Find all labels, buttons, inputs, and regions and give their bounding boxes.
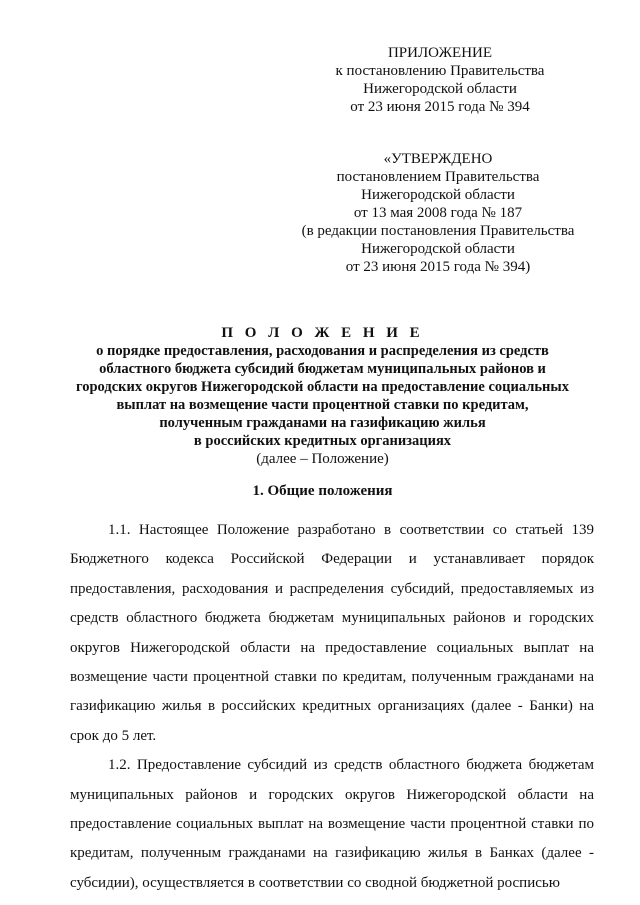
paragraph: 1.2. Предоставление субсидий из средств областного бюджета бюджетам муниципальных районов и городских округов Нижегородской области на предоставление социальных выплат на возмещение части процентной ставки по кредитам, полученным гражданами на газификацию жилья в Банках (далее - субсидии), осуществляется в соответствии со сводной бюджетной росписью: [70, 757, 594, 891]
appendix-line: от 23 июня 2015 года № 394: [350, 99, 530, 115]
document-title: П О Л О Ж Е Н И Е: [221, 325, 424, 341]
body-text: [70, 516, 594, 898]
document-abbreviation: (далее – Положение): [256, 451, 389, 467]
document-title-block: [60, 324, 585, 468]
document-subtitle-line: полученным гражданами на газификацию жилья: [159, 415, 486, 431]
paragraph: 1.1. Настоящее Положение разработано в соответствии со статьей 139 Бюджетного кодекса Российской Федерации и устанавливает порядок предоставления, расходования и распределения субсидий, предоставляемых из средств областного бюджета бюджетам муниципальных районов и городских округов Нижегородской области на предоставление социальных выплат на возмещение части процентной ставки по кредитам, полученным гражданами на газификацию жилья в российских кредитных организациях (далее - Банки) на срок до 5 лет.: [70, 522, 594, 744]
approved-line: постановлением Правительства: [336, 169, 540, 185]
appendix-line: к постановлению Правительства: [335, 63, 545, 79]
appendix-line: ПРИЛОЖЕНИЕ: [387, 45, 493, 61]
section-heading: 1. Общие положения: [252, 483, 393, 499]
approved-line: от 13 мая 2008 года № 187: [353, 205, 523, 221]
approved-line: Нижегородской области: [361, 187, 515, 203]
document-subtitle-line: областного бюджета субсидий бюджетам муниципальных районов и: [99, 361, 546, 377]
approved-line: Нижегородской области: [361, 241, 515, 257]
appendix-line: Нижегородской области: [363, 81, 517, 97]
approved-line: «УТВЕРЖДЕНО: [383, 151, 493, 167]
appendix-block: [290, 44, 590, 116]
approved-line: от 23 июня 2015 года № 394): [345, 259, 531, 275]
document-subtitle-line: выплат на возмещение части процентной ставки по кредитам,: [116, 397, 529, 413]
document-subtitle-line: о порядке предоставления, расходования и распределения из средств: [96, 343, 549, 359]
approved-block: [282, 150, 594, 276]
document-subtitle-line: в российских кредитных организациях: [193, 433, 452, 449]
document-subtitle-line: городских округов Нижегородской области на предоставление социальных: [76, 379, 569, 395]
approved-line: (в редакции постановления Правительства: [301, 223, 575, 239]
